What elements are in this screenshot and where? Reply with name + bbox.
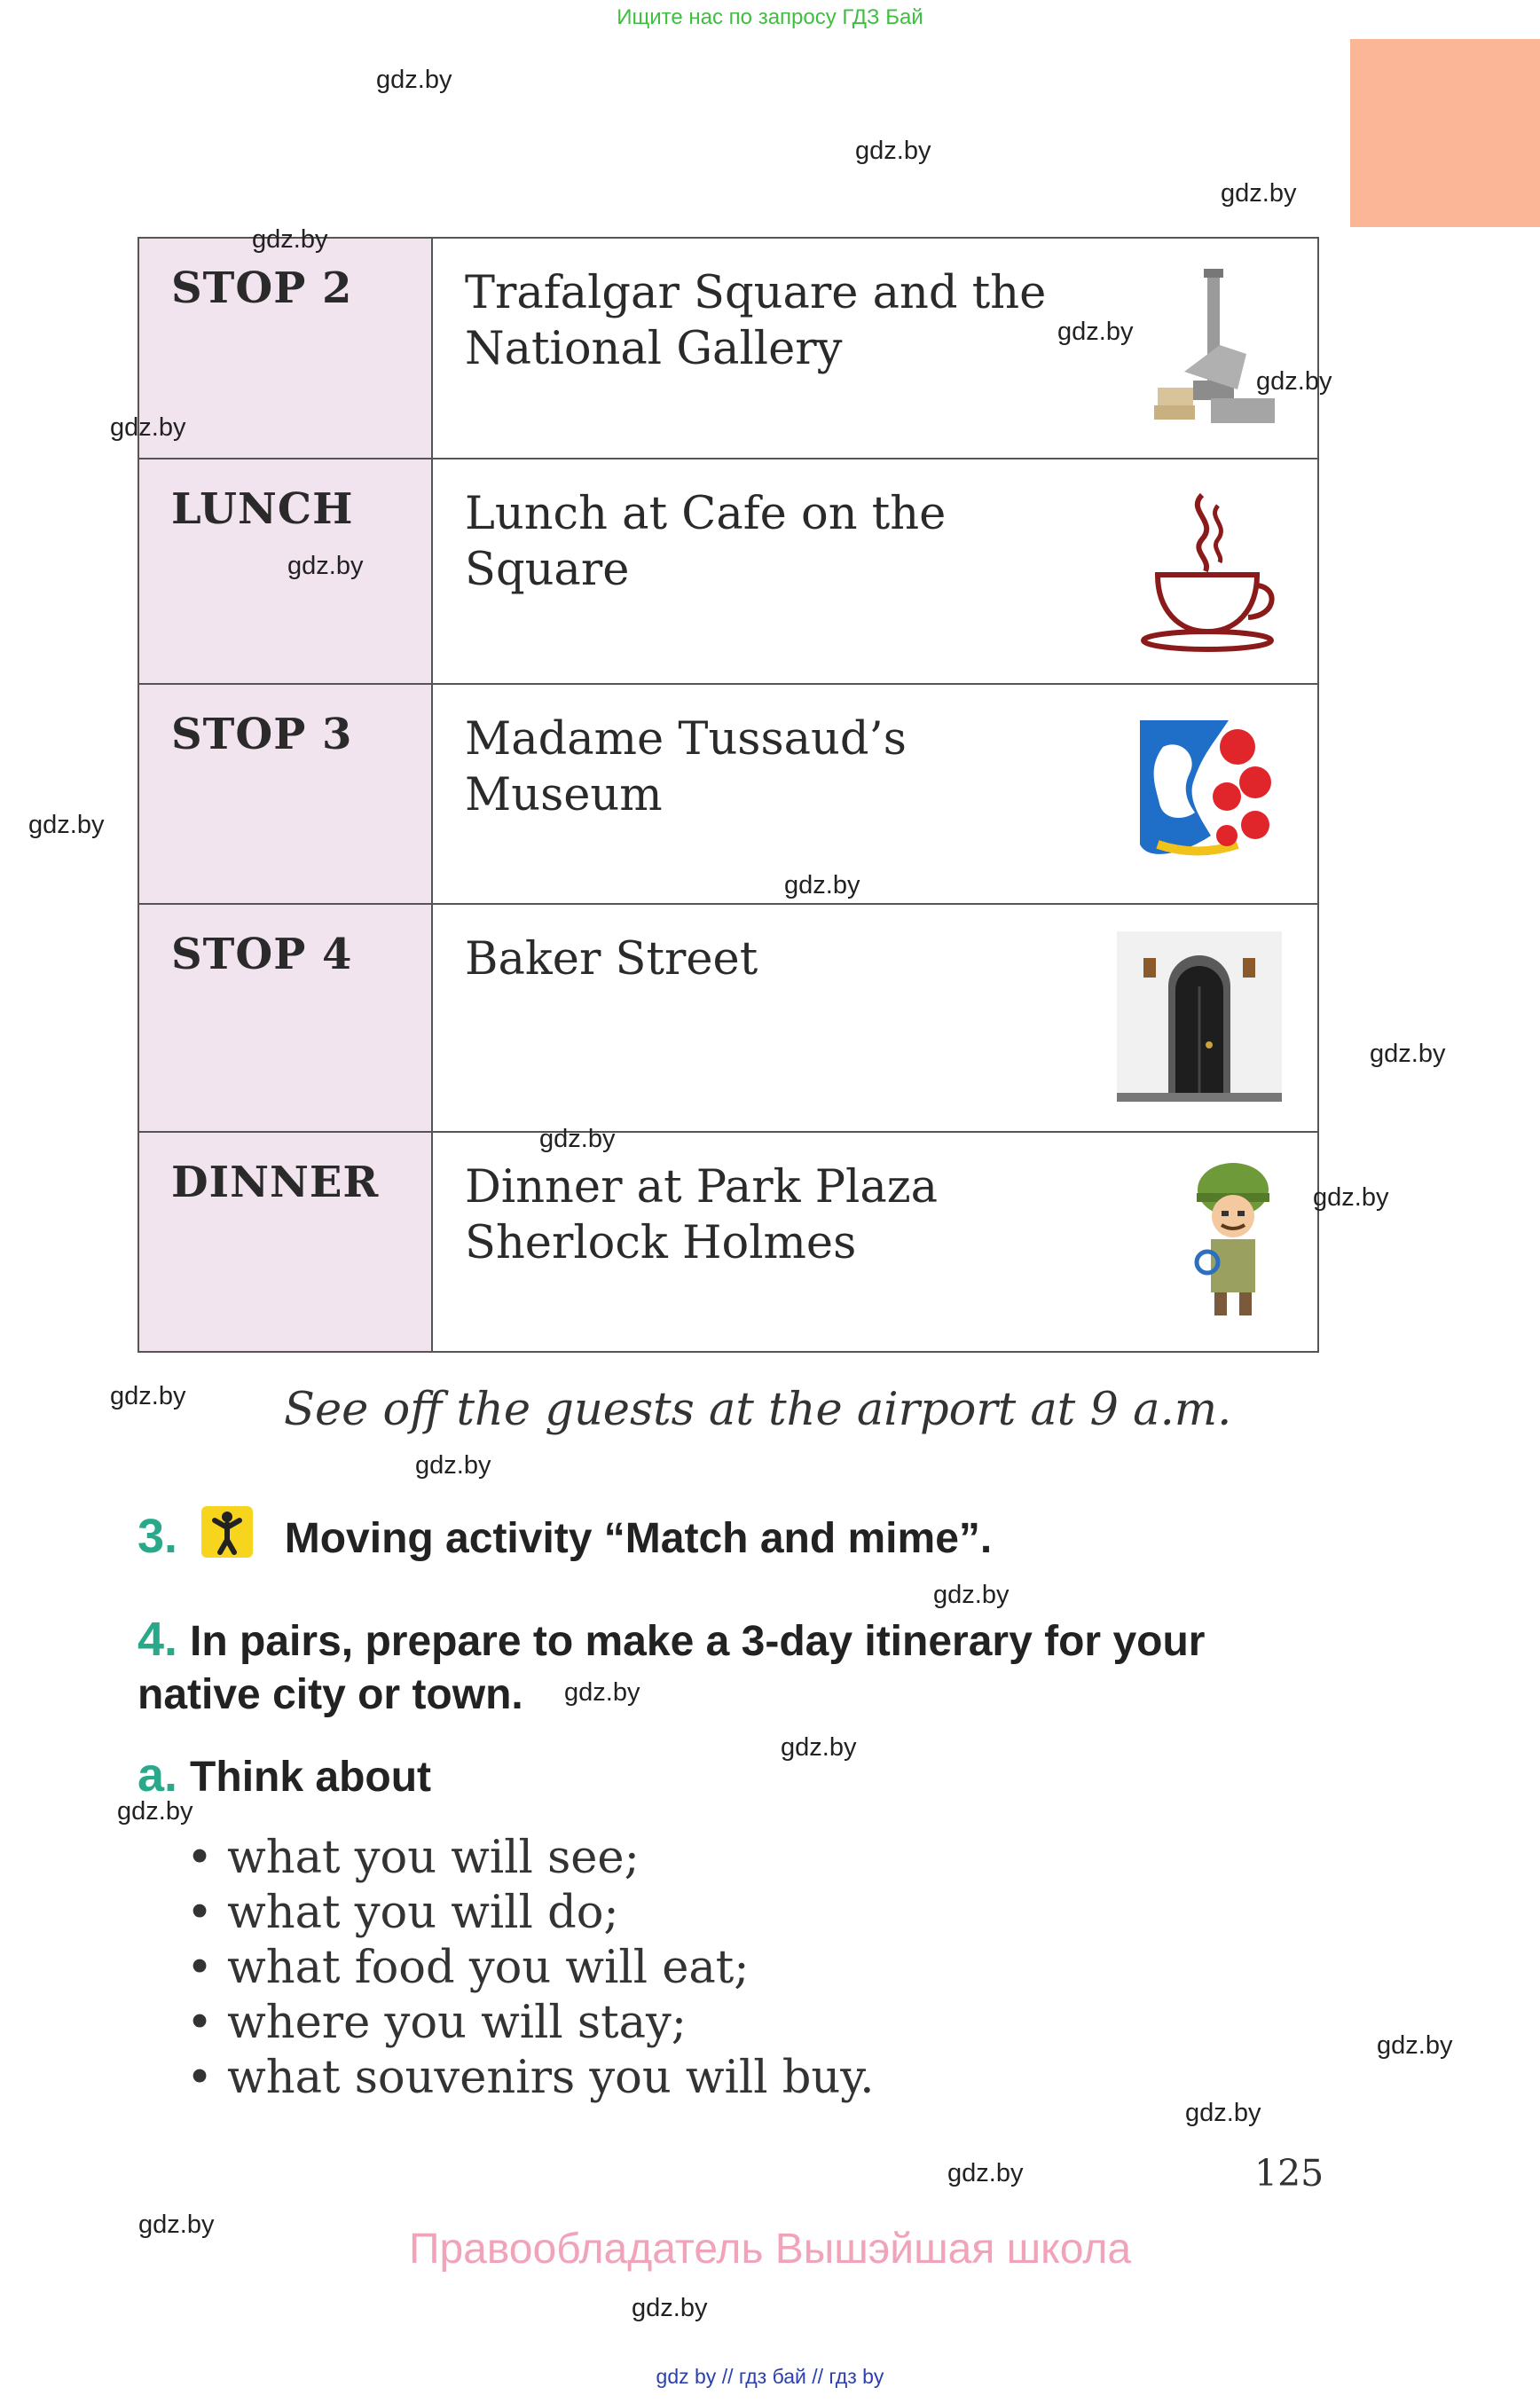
itinerary-note: See off the guests at the airport at 9 a.m. [284,1384,1232,1436]
watermark: gdz.by [539,1125,616,1153]
task-number: 3. [138,1510,178,1563]
coffee-cup-icon [1140,486,1282,655]
row-label: STOP 3 [138,684,432,904]
sherlock-holmes-icon [1184,1159,1282,1323]
table-row [138,238,1318,459]
list-item: • what you will do; [186,1886,874,1941]
row-description: Trafalgar Square and the National Gallery [465,267,1047,375]
madame-tussauds-logo-icon [1122,711,1282,871]
watermark: gdz.by [117,1797,193,1826]
watermark: gdz.by [110,1382,186,1410]
table-row [138,684,1318,904]
task-text: Think about [190,1754,432,1801]
watermark: gdz.by [1256,367,1332,396]
itinerary-table [138,237,1319,1353]
row-label: LUNCH [138,459,432,684]
watermark: gdz.by [781,1733,857,1762]
row-label: STOP 2 [138,238,432,459]
footer-links: gdz by // гдз бай // гдз by [656,2365,884,2388]
mime-activity-icon [201,1506,253,1558]
list-item: • what food you will eat; [186,1941,874,1996]
top-banner: Ищите нас по запросу ГДЗ Бай [617,5,923,29]
watermark: gdz.by [28,811,105,839]
watermark: gdz.by [138,2211,215,2239]
watermark: gdz.by [1377,2031,1453,2060]
watermark: gdz.by [564,1678,640,1707]
think-about-list [186,1831,874,2106]
table-row [138,904,1318,1132]
corner-color-block [1350,39,1540,227]
task-text: In pairs, prepare to make a 3-day itinerary for your native city or town. [138,1618,1206,1718]
page-number: 125 [1254,2152,1324,2195]
watermark: gdz.by [855,137,931,165]
watermark: gdz.by [376,66,452,94]
watermark: gdz.by [1057,318,1134,346]
watermark: gdz.by [110,413,186,442]
list-item: • what you will see; [186,1831,874,1886]
watermark: gdz.by [1185,2099,1261,2127]
row-description: Lunch at Cafe on the Square [465,488,947,596]
task-text: Moving activity “Match and mime”. [284,1515,993,1562]
watermark: gdz.by [784,871,860,899]
task-3 [138,1506,992,1564]
watermark: gdz.by [632,2294,708,2322]
watermark: gdz.by [947,2159,1024,2187]
list-item: • what souvenirs you will buy. [186,2051,874,2106]
watermark: gdz.by [1313,1183,1389,1212]
task-number: 4. [138,1613,178,1666]
nelson-column-icon [1149,265,1282,425]
watermark: gdz.by [933,1581,1010,1609]
copyright-text: Правообладатель Вышэйшая школа [408,2226,1132,2273]
row-label: STOP 4 [138,904,432,1132]
task-4 [138,1613,1326,1722]
list-item: • where you will stay; [186,1996,874,2051]
watermark: gdz.by [1221,179,1297,208]
row-description: Baker Street [465,933,758,986]
watermark: gdz.by [287,552,364,580]
row-description: Madame Tussaud’s Museum [465,713,907,821]
row-label: DINNER [138,1132,432,1352]
task-letter: a. [138,1748,178,1802]
door-icon [1117,931,1282,1102]
watermark: gdz.by [252,225,328,254]
task-a [138,1747,431,1802]
row-description: Dinner at Park Plaza Sherlock Holmes [465,1161,939,1269]
watermark: gdz.by [415,1451,491,1480]
table-row [138,1132,1318,1352]
watermark: gdz.by [1370,1040,1446,1068]
